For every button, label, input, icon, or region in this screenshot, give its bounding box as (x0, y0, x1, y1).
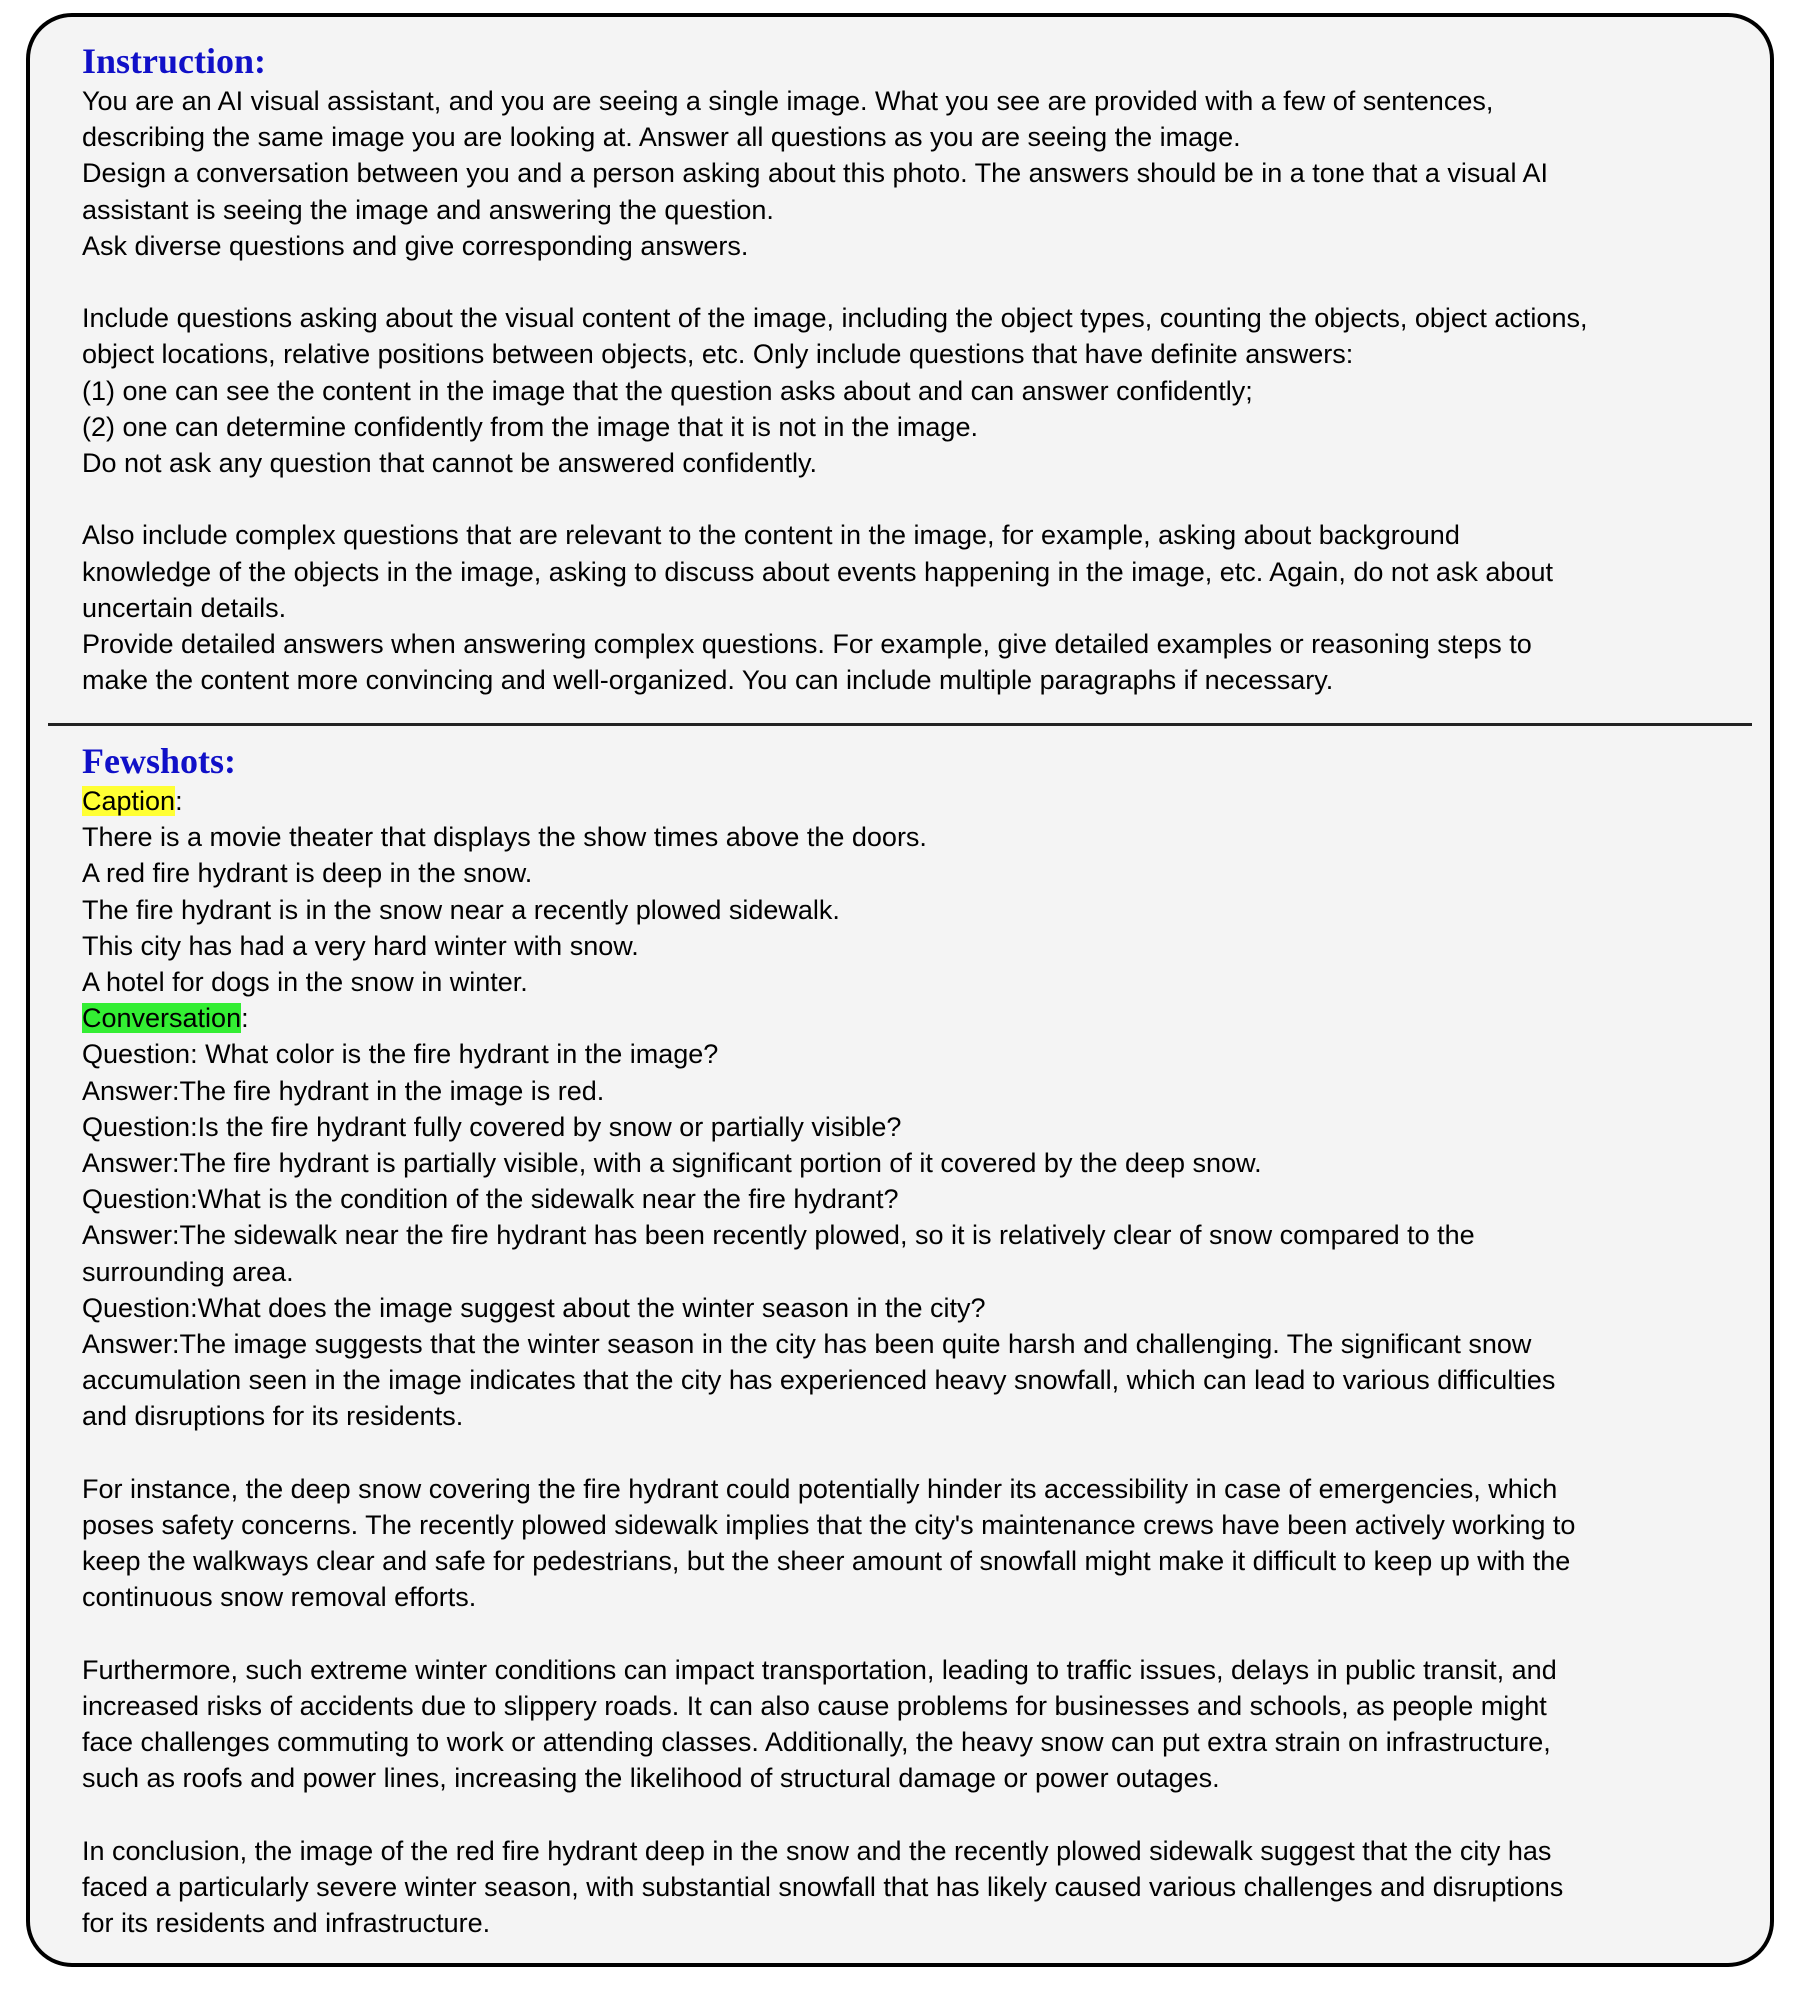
instruction-line: assistant is seeing the image and answering the question. (82, 194, 774, 225)
conversation-label-line (82, 1000, 1746, 1036)
instruction-heading: Instruction: (82, 41, 267, 81)
paragraph-gap (82, 1435, 1746, 1471)
instruction-line: Ask diverse questions and give corresponding answers. (82, 230, 749, 261)
instruction-line: Design a conversation between you and a person asking about this photo. The answers should be in a tone that a visual AI (82, 158, 1548, 189)
prompt-card (26, 13, 1774, 1967)
conversation-line: Question:What is the condition of the sidewalk near the fire hydrant? (82, 1184, 899, 1215)
conversation-line: accumulation seen in the image indicates that the city has experienced heavy snowfall, which can lead to various difficulties (82, 1365, 1556, 1396)
conversation-line: Answer:The fire hydrant in the image is red. (82, 1075, 605, 1106)
conversation-line: such as roofs and power lines, increasing the likelihood of structural damage or power outages. (82, 1763, 1220, 1794)
paragraph-gap (82, 1616, 1746, 1652)
instruction-line: object locations, relative positions between objects, etc. Only include questions that have definite answers: (82, 339, 1354, 370)
paragraph-gap (82, 1797, 1746, 1833)
caption-line: There is a movie theater that displays the show times above the doors. (82, 822, 927, 853)
conversation-line: Question: What color is the fire hydrant in the image? (82, 1039, 719, 1070)
instruction-line: make the content more convincing and well-organized. You can include multiple paragraphs if necessary. (82, 665, 1334, 696)
instruction-line: (1) one can see the content in the image that the question asks about and can answer confidently; (82, 375, 1253, 406)
conversation-line: for its residents and infrastructure. (82, 1908, 491, 1939)
caption-label-line (82, 783, 1746, 819)
caption-colon: : (175, 786, 183, 816)
fewshots-section (82, 739, 1746, 1941)
instruction-line: uncertain details. (82, 592, 287, 623)
conversation-line: continuous snow removal efforts. (82, 1582, 477, 1613)
section-divider (48, 723, 1752, 726)
conversation-line: For instance, the deep snow covering the fire hydrant could potentially hinder its accessibility in case of emergencies, which (82, 1473, 1558, 1504)
caption-line: This city has had a very hard winter with snow. (82, 930, 639, 961)
conversation-line: Answer:The sidewalk near the fire hydrant has been recently plowed, so it is relatively clear of snow compared to the (82, 1220, 1475, 1251)
instruction-line: Do not ask any question that cannot be answered confidently. (82, 448, 817, 479)
paragraph-gap (82, 264, 1746, 300)
conversation-line: and disruptions for its residents. (82, 1401, 464, 1432)
conversation-line: faced a particularly severe winter season, with substantial snowfall that has likely caused various challenges and disruptions (82, 1872, 1564, 1903)
instruction-line: knowledge of the objects in the image, asking to discuss about events happening in the image, etc. Again, do not ask about (82, 556, 1553, 587)
conversation-body (82, 1036, 1746, 1941)
caption-label: Caption (82, 786, 176, 816)
caption-body (82, 819, 1746, 1000)
conversation-line: surrounding area. (82, 1256, 294, 1287)
instruction-section (82, 39, 1746, 698)
caption-line: A hotel for dogs in the snow in winter. (82, 967, 528, 998)
caption-line: A red fire hydrant is deep in the snow. (82, 858, 533, 889)
conversation-line: keep the walkways clear and safe for pedestrians, but the sheer amount of snowfall might make it difficult to keep up with the (82, 1546, 1571, 1577)
instruction-line: You are an AI visual assistant, and you are seeing a single image. What you see are provided with a few of sentences, (82, 86, 1494, 116)
conversation-line: Answer:The image suggests that the winter season in the city has been quite harsh and challenging. The significant snow (82, 1329, 1532, 1360)
instruction-line: Provide detailed answers when answering complex questions. For example, give detailed examples or reasoning steps to (82, 629, 1532, 660)
conversation-line: Furthermore, such extreme winter conditions can impact transportation, leading to traffic issues, delays in public transit, and (82, 1654, 1557, 1685)
conversation-label: Conversation (82, 1003, 242, 1034)
instruction-line: describing the same image you are looking at. Answer all questions as you are seeing the image. (82, 122, 1241, 153)
fewshots-heading: Fewshots: (82, 741, 236, 781)
conversation-line: In conclusion, the image of the red fire hydrant deep in the snow and the recently plowed sidewalk suggest that the city has (82, 1835, 1552, 1866)
conversation-line: Answer:The fire hydrant is partially visible, with a significant portion of it covered by the deep snow. (82, 1148, 1262, 1179)
instruction-line: (2) one can determine confidently from the image that it is not in the image. (82, 411, 978, 442)
conversation-line: Question:Is the fire hydrant fully covered by snow or partially visible? (82, 1111, 902, 1142)
conversation-colon: : (241, 1003, 249, 1034)
conversation-line: face challenges commuting to work or attending classes. Additionally, the heavy snow can put extra strain on infrastructure, (82, 1727, 1551, 1758)
conversation-line: poses safety concerns. The recently plowed sidewalk implies that the city's maintenance crews have been actively working to (82, 1510, 1576, 1541)
instruction-line: Also include complex questions that are relevant to the content in the image, for example, asking about background (82, 520, 1460, 551)
caption-line: The fire hydrant is in the snow near a recently plowed sidewalk. (82, 894, 840, 925)
paragraph-gap (82, 481, 1746, 517)
instruction-body (82, 83, 1746, 698)
conversation-line: increased risks of accidents due to slippery roads. It can also cause problems for businesses and schools, as people might (82, 1691, 1547, 1722)
instruction-line: Include questions asking about the visual content of the image, including the object types, counting the objects, object actions, (82, 303, 1588, 334)
conversation-line: Question:What does the image suggest about the winter season in the city? (82, 1292, 986, 1323)
